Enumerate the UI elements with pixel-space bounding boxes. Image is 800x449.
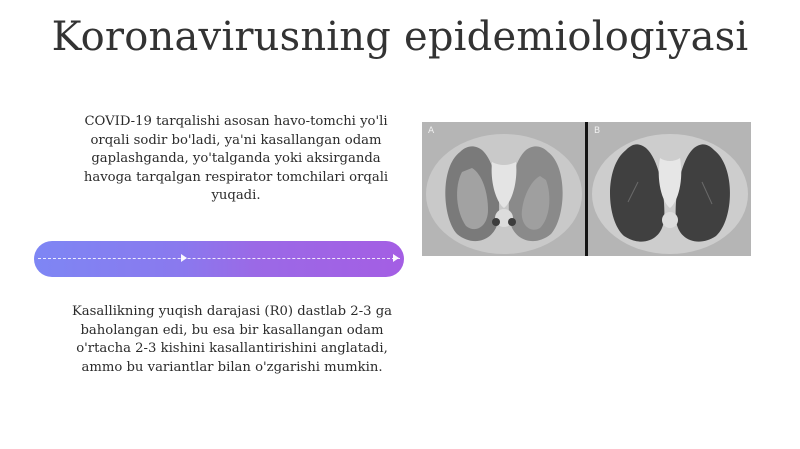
panel-b-label: B [594, 126, 601, 136]
ct-panel-a [422, 122, 585, 256]
lung-ct-scan-image [422, 122, 751, 256]
ct-panel-b [588, 122, 751, 256]
arrow-right-icon [181, 254, 187, 262]
arrow-right-icon [393, 254, 399, 262]
transmission-paragraph: COVID-19 tarqalishi asosan havo-tomchi yo'li orqali sodir bo'ladi, ya'ni kasallangan odam gaplashganda, yo'talganda yoki aksirganda havoga tarqalgan respirator tomchilari orqali yuqadi. [83, 114, 389, 203]
ct-scan-a-graphic [422, 122, 585, 256]
panel-a-label: A [428, 126, 435, 136]
timeline-dashed-line [38, 258, 400, 259]
slide-title: Koronavirusning epidemiologiyasi [51, 14, 749, 60]
ct-scan-b-graphic [588, 122, 751, 256]
r0-paragraph: Kasallikning yuqish darajasi (R0) dastlab 2-3 ga baholangan edi, bu esa bir kasallangan odam o'rtacha 2-3 kishini kasallantirishini anglatadi, ammo bu variantlar bilan o'zgarishi mumkin. [71, 304, 393, 375]
timeline-bar [34, 241, 404, 277]
